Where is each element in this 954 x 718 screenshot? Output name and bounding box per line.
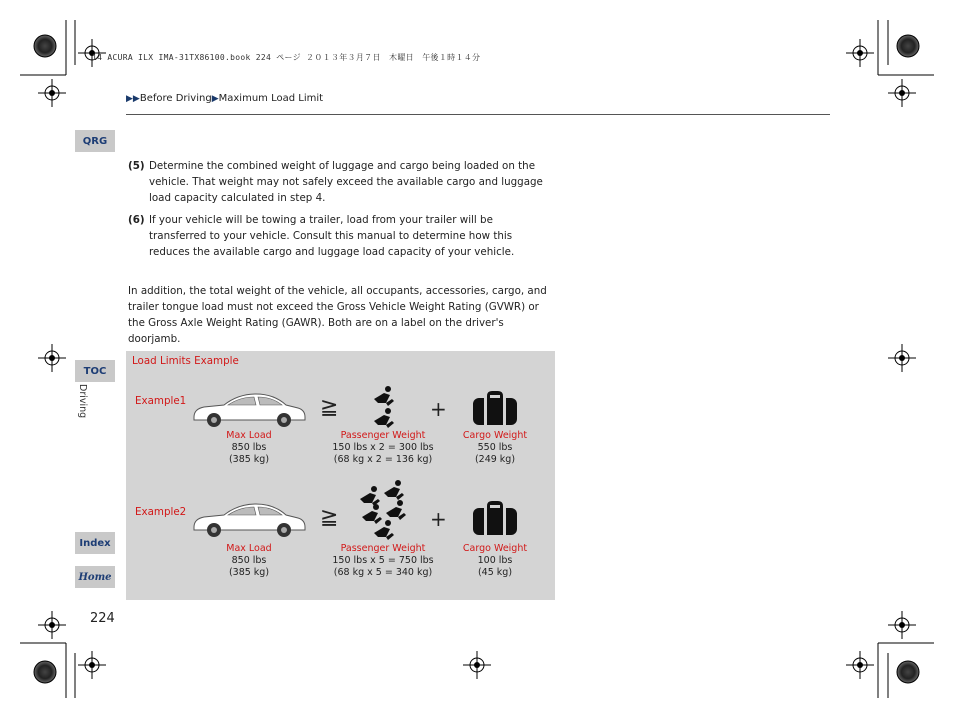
plus-icon: + — [430, 507, 447, 531]
breadcrumb-topic: Maximum Load Limit — [218, 93, 324, 104]
example-2-label: Example2 — [135, 506, 187, 518]
luggage-icon — [472, 390, 518, 426]
caption-title: Max Load — [226, 430, 272, 441]
breadcrumb-arrow-icon: ▶ — [211, 94, 219, 104]
caption-value: 150 lbs x 5 = 750 lbs — [332, 555, 434, 566]
car-icon — [190, 387, 308, 431]
section-label: Driving — [77, 384, 88, 419]
plus-icon: + — [430, 397, 447, 421]
breadcrumb-section[interactable]: Before Driving — [139, 93, 212, 104]
car-icon — [190, 497, 308, 541]
cargo-weight-caption — [430, 430, 560, 466]
caption-value-metric: (385 kg) — [228, 567, 270, 578]
caption-title: Cargo Weight — [462, 543, 528, 554]
caption-title: Cargo Weight — [462, 430, 528, 441]
max-load-caption — [184, 543, 314, 579]
home-tab[interactable]: Home — [75, 566, 115, 588]
caption-value-metric: (45 kg) — [477, 567, 513, 578]
passenger-weight-caption — [318, 543, 448, 579]
step-text: Determine the combined weight of luggage and cargo being loaded on the vehicle. That weight may not safely exceed the available cargo and luggage load capacity calculated in step 4. — [149, 160, 543, 204]
toc-tab[interactable]: TOC — [75, 360, 115, 382]
caption-value-metric: (68 kg x 5 = 340 kg) — [333, 567, 433, 578]
cargo-weight-caption — [430, 543, 560, 579]
breadcrumb-arrow-icon: ▶▶ — [126, 94, 140, 104]
greater-equal-icon: ≧ — [320, 395, 339, 420]
step-5 — [128, 158, 548, 206]
caption-value-metric: (68 kg x 2 = 136 kg) — [333, 454, 433, 465]
luggage-icon — [472, 500, 518, 536]
caption-value: 150 lbs x 2 = 300 lbs — [332, 442, 434, 453]
gvwr-paragraph: In addition, the total weight of the vehicle, all occupants, accessories, cargo, and trailer tongue load must not exceed the Gross Vehicle Weight Rating (GVWR) or the Gross Axle Weight Rating (GAWR). Both are on a label on the driver's doorjamb. — [128, 285, 547, 345]
step-number: (5) — [128, 160, 145, 172]
caption-title: Max Load — [226, 543, 272, 554]
caption-value: 850 lbs — [231, 555, 267, 566]
step-number: (6) — [128, 214, 145, 226]
max-load-caption — [184, 430, 314, 466]
step-text: If your vehicle will be towing a trailer, load from your trailer will be transferred to your vehicle. Consult this manual to determine how this reduces the available cargo and luggage load capacity of your vehicle. — [149, 214, 515, 258]
print-header: 14 ACURA ILX IMA-31TX86100.book 224 ページ ２０１３年３月７日 木曜日 午後１時１４分 — [92, 53, 481, 62]
passenger-weight-caption — [318, 430, 448, 466]
caption-value-metric: (249 kg) — [474, 454, 516, 465]
caption-title: Passenger Weight — [340, 430, 426, 441]
breadcrumb — [126, 93, 323, 104]
passengers-icon — [358, 480, 410, 542]
caption-value: 850 lbs — [231, 442, 267, 453]
caption-title: Passenger Weight — [340, 543, 426, 554]
greater-equal-icon: ≧ — [320, 505, 339, 530]
example-box-title: Load Limits Example — [132, 355, 239, 367]
example-1-label: Example1 — [135, 395, 187, 407]
passenger-icon — [368, 385, 398, 429]
caption-value: 550 lbs — [477, 442, 513, 453]
page-number: 224 — [90, 611, 115, 626]
qrg-tab[interactable]: QRG — [75, 130, 115, 152]
header-divider — [126, 114, 830, 115]
caption-value: 100 lbs — [477, 555, 513, 566]
caption-value-metric: (385 kg) — [228, 454, 270, 465]
index-tab[interactable]: Index — [75, 532, 115, 554]
step-6 — [128, 212, 548, 260]
